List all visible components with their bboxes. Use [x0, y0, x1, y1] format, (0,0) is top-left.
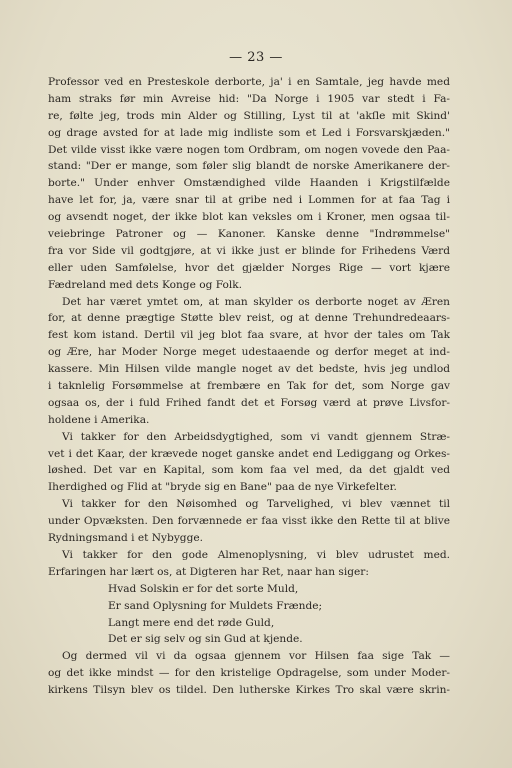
text-line: eller uden Samfølelse, hvor det gjælder Norges Rige — vort kjære [48, 261, 450, 274]
text-line: ogsaa os, der i fuld Frihed fandt det et Forsøg værd at prøve Livsfor- [48, 396, 450, 409]
verse-line: Er sand Oplysning for Muldets Frænde; [108, 599, 323, 612]
text-line: løshed. Det var en Kapital, som kom faa vel med, da det gjaldt ved [48, 464, 450, 477]
text-line: kirkens Tilsyn blev os tildel. Den lutherske Kirkes Tro skal være skrin- [48, 684, 450, 697]
text-line: stand: "Der er mange, som føler slig blandt de norske Amerikanere der- [48, 160, 450, 173]
text-line: ham straks før min Avreise hid: "Da Norge i 1905 var stedt i Fa- [48, 92, 450, 105]
text-line: og det ikke mindst — for den kristelige Opdragelse, som under Moder- [48, 667, 450, 680]
verse-line: Hvad Solskin er for det sorte Muld, [108, 582, 299, 595]
text-line: under Opvæksten. Den forvænnede er faa visst ikke den Rette til at blive [48, 515, 450, 528]
text-line: borte." Under enhver Omstændighed vilde Haanden i Krigstilfælde [48, 177, 450, 190]
text-line: fra vor Side vil godtgjøre, at vi ikke just er blinde for Frihedens Værd [48, 244, 450, 257]
text-line: Og dermed vil vi da ogsaa gjennem vor Hilsen faa sige Tak — [62, 650, 450, 663]
text-line: veiebringe Patroner og — Kanoner. Kanske denne "Indrømmelse" [48, 228, 450, 241]
text-line: Vi takker for den Arbeidsdygtighed, som vi vandt gjennem Stræ- [62, 430, 450, 443]
text-line: og avsendt noget, der ikke blot kan veksles om i Kroner, men ogsaa til- [48, 211, 450, 224]
text-line: for, at denne prægtige Støtte blev reist, og at denne Trehundredeaars- [48, 312, 450, 325]
text-line: Rydningsmand i et Nybygge. [48, 532, 204, 545]
verse-line: Langt mere end det røde Guld, [108, 616, 275, 629]
text-line: kassere. Min Hilsen vilde mangle noget av det bedste, hvis jeg undlod [48, 363, 450, 376]
text-line: Vi takker for den gode Almenoplysning, vi blev udrustet med. [62, 548, 450, 561]
text-line: Professor ved en Presteskole derborte, ja' i en Samtale, jeg havde med [48, 76, 450, 88]
body-text [48, 74, 450, 699]
text-line: fest kom istand. Dertil vil jeg blot faa svare, at hvor der tales om Tak [48, 329, 450, 342]
verse-line: Det er sig selv og sin Gud at kjende. [108, 633, 303, 646]
text-line: vet i det Kaar, der krævede noget ganske andet end Lediggang og Orkes- [48, 447, 450, 460]
text-line: have let for, ja, være snar til at gribe ned i Lommen for at faa Tag i [48, 194, 450, 207]
text-line: holdene i Amerika. [48, 413, 150, 426]
text-line: i taknlelig Forsømmelse at frembære en Tak for det, som Norge gav [48, 380, 450, 393]
page-number: — 23 — [229, 50, 283, 65]
text-line: Fædreland med dets Konge og Folk. [48, 278, 243, 291]
text-line: og drage avsted for at lade mig indliste som et Led i Forsvarskjæden." [48, 126, 450, 139]
text-line: Det har været ymtet om, at man skylder os derborte noget av Æren [62, 295, 450, 308]
text-line: re, følte jeg, trods min Alder og Stilling, Lyst til at 'akſle mit Skind' [48, 109, 450, 122]
text-line: Det vilde visst ikke være nogen tom Ordbram, om nogen vovede den Paa- [48, 143, 450, 156]
text-line: Vi takker for den Nøisomhed og Tarvelighed, vi blev vænnet til [62, 498, 450, 511]
text-line: Iherdighed og Flid at "bryde sig en Bane" paa de nye Virkefelter. [48, 481, 397, 494]
text-line: og Ære, har Moder Norge meget udestaaende og derfor meget at ind- [48, 346, 450, 359]
text-line: Erfaringen har lært os, at Digteren har Ret, naar han siger: [48, 565, 369, 578]
